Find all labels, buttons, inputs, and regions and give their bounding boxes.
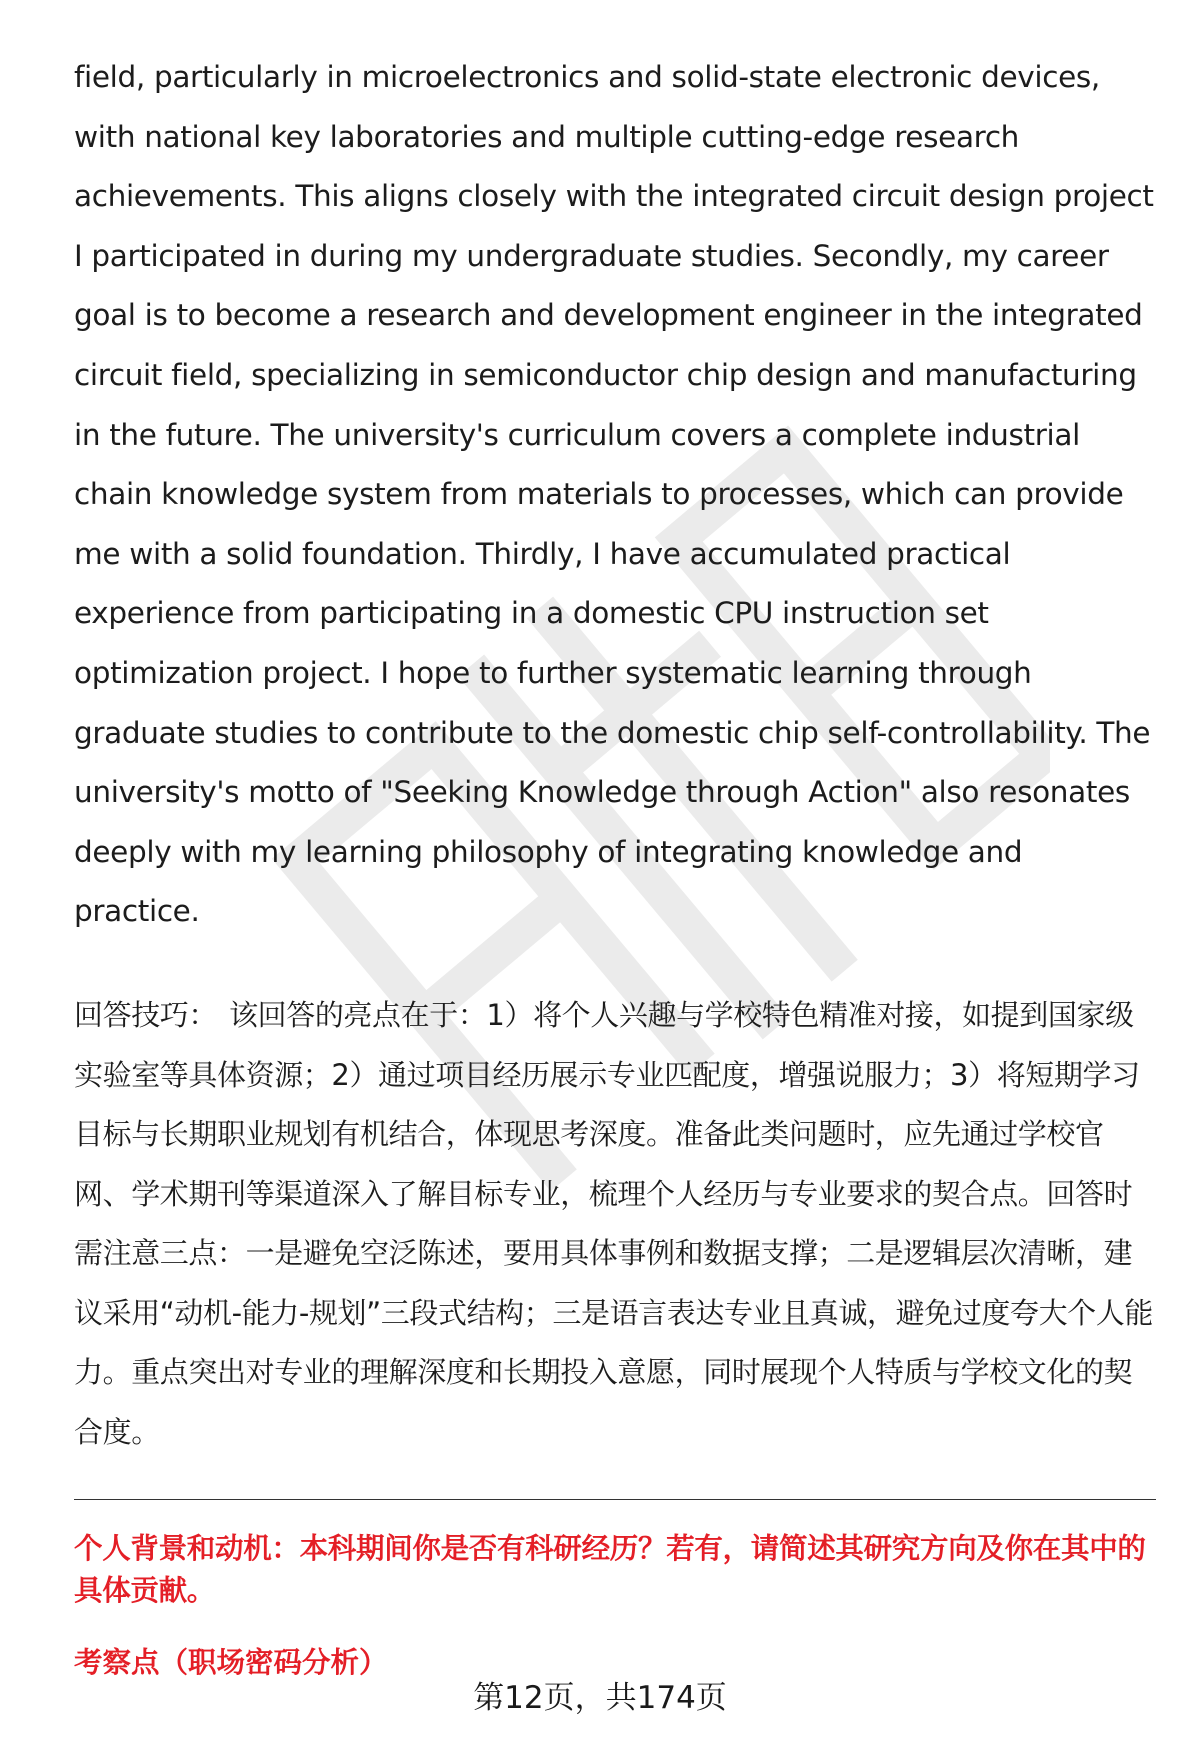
- answer-paragraph-en: field, particularly in microelectronics and solid-state electronic devices, with national key laboratories and multiple cutting-edge research achievements. This aligns closely with the integrated circuit design project I participated in during my undergraduate studies. Secondly, my career goal is to become a research and development engineer in the integrated circuit field, specializing in semiconductor chip design and manufacturing in the future. The university's curriculum covers a complete industrial chain knowledge system from materials to processes, which can provide me with a solid foundation. Thirdly, I have accumulated practical experience from participating in a domestic CPU instruction set optimization project. I hope to further systematic learning through graduate studies to contribute to the domestic chip self-controllability. The university's motto of "Seeking Knowledge through Action" also resonates deeply with my learning philosophy of integrating knowledge and practice.: [74, 60, 1154, 929]
- document-page: [74, 48, 1156, 1684]
- question-heading: 个人背景和动机：本科期间你是否有科研经历？若有，请简述其研究方向及你在其中的具体贡献。: [74, 1531, 1146, 1607]
- assessment-point-heading: 考察点（职场密码分析）: [74, 1645, 388, 1679]
- answer-tips-label: 回答技巧：: [74, 997, 218, 1032]
- answer-tips-text: 该回答的亮点在于：1）将个人兴趣与学校特色精准对接，如提到国家级实验室等具体资源；2）通过项目经历展示专业匹配度，增强说服力；3）将短期学习目标与长期职业规划有机结合，体现思考深度。准备此类问题时，应先通过学校官网、学术期刊等渠道深入了解目标专业，梳理个人经历与专业要求的契合点。回答时需注意三点：一是避免空泛陈述，要用具体事例和数据支撑；二是逻辑层次清晰，建议采用“动机-能力-规划”三段式结构；三是语言表达专业且真诚，避免过度夸大个人能力。重点突出对专业的理解深度和长期投入意愿，同时展现个人特质与学校文化的契合度。: [74, 997, 1153, 1450]
- answer-tips-paragraph: [74, 986, 1156, 1463]
- page-number: 第12页，共174页: [473, 1680, 727, 1716]
- section-divider: [74, 1499, 1156, 1500]
